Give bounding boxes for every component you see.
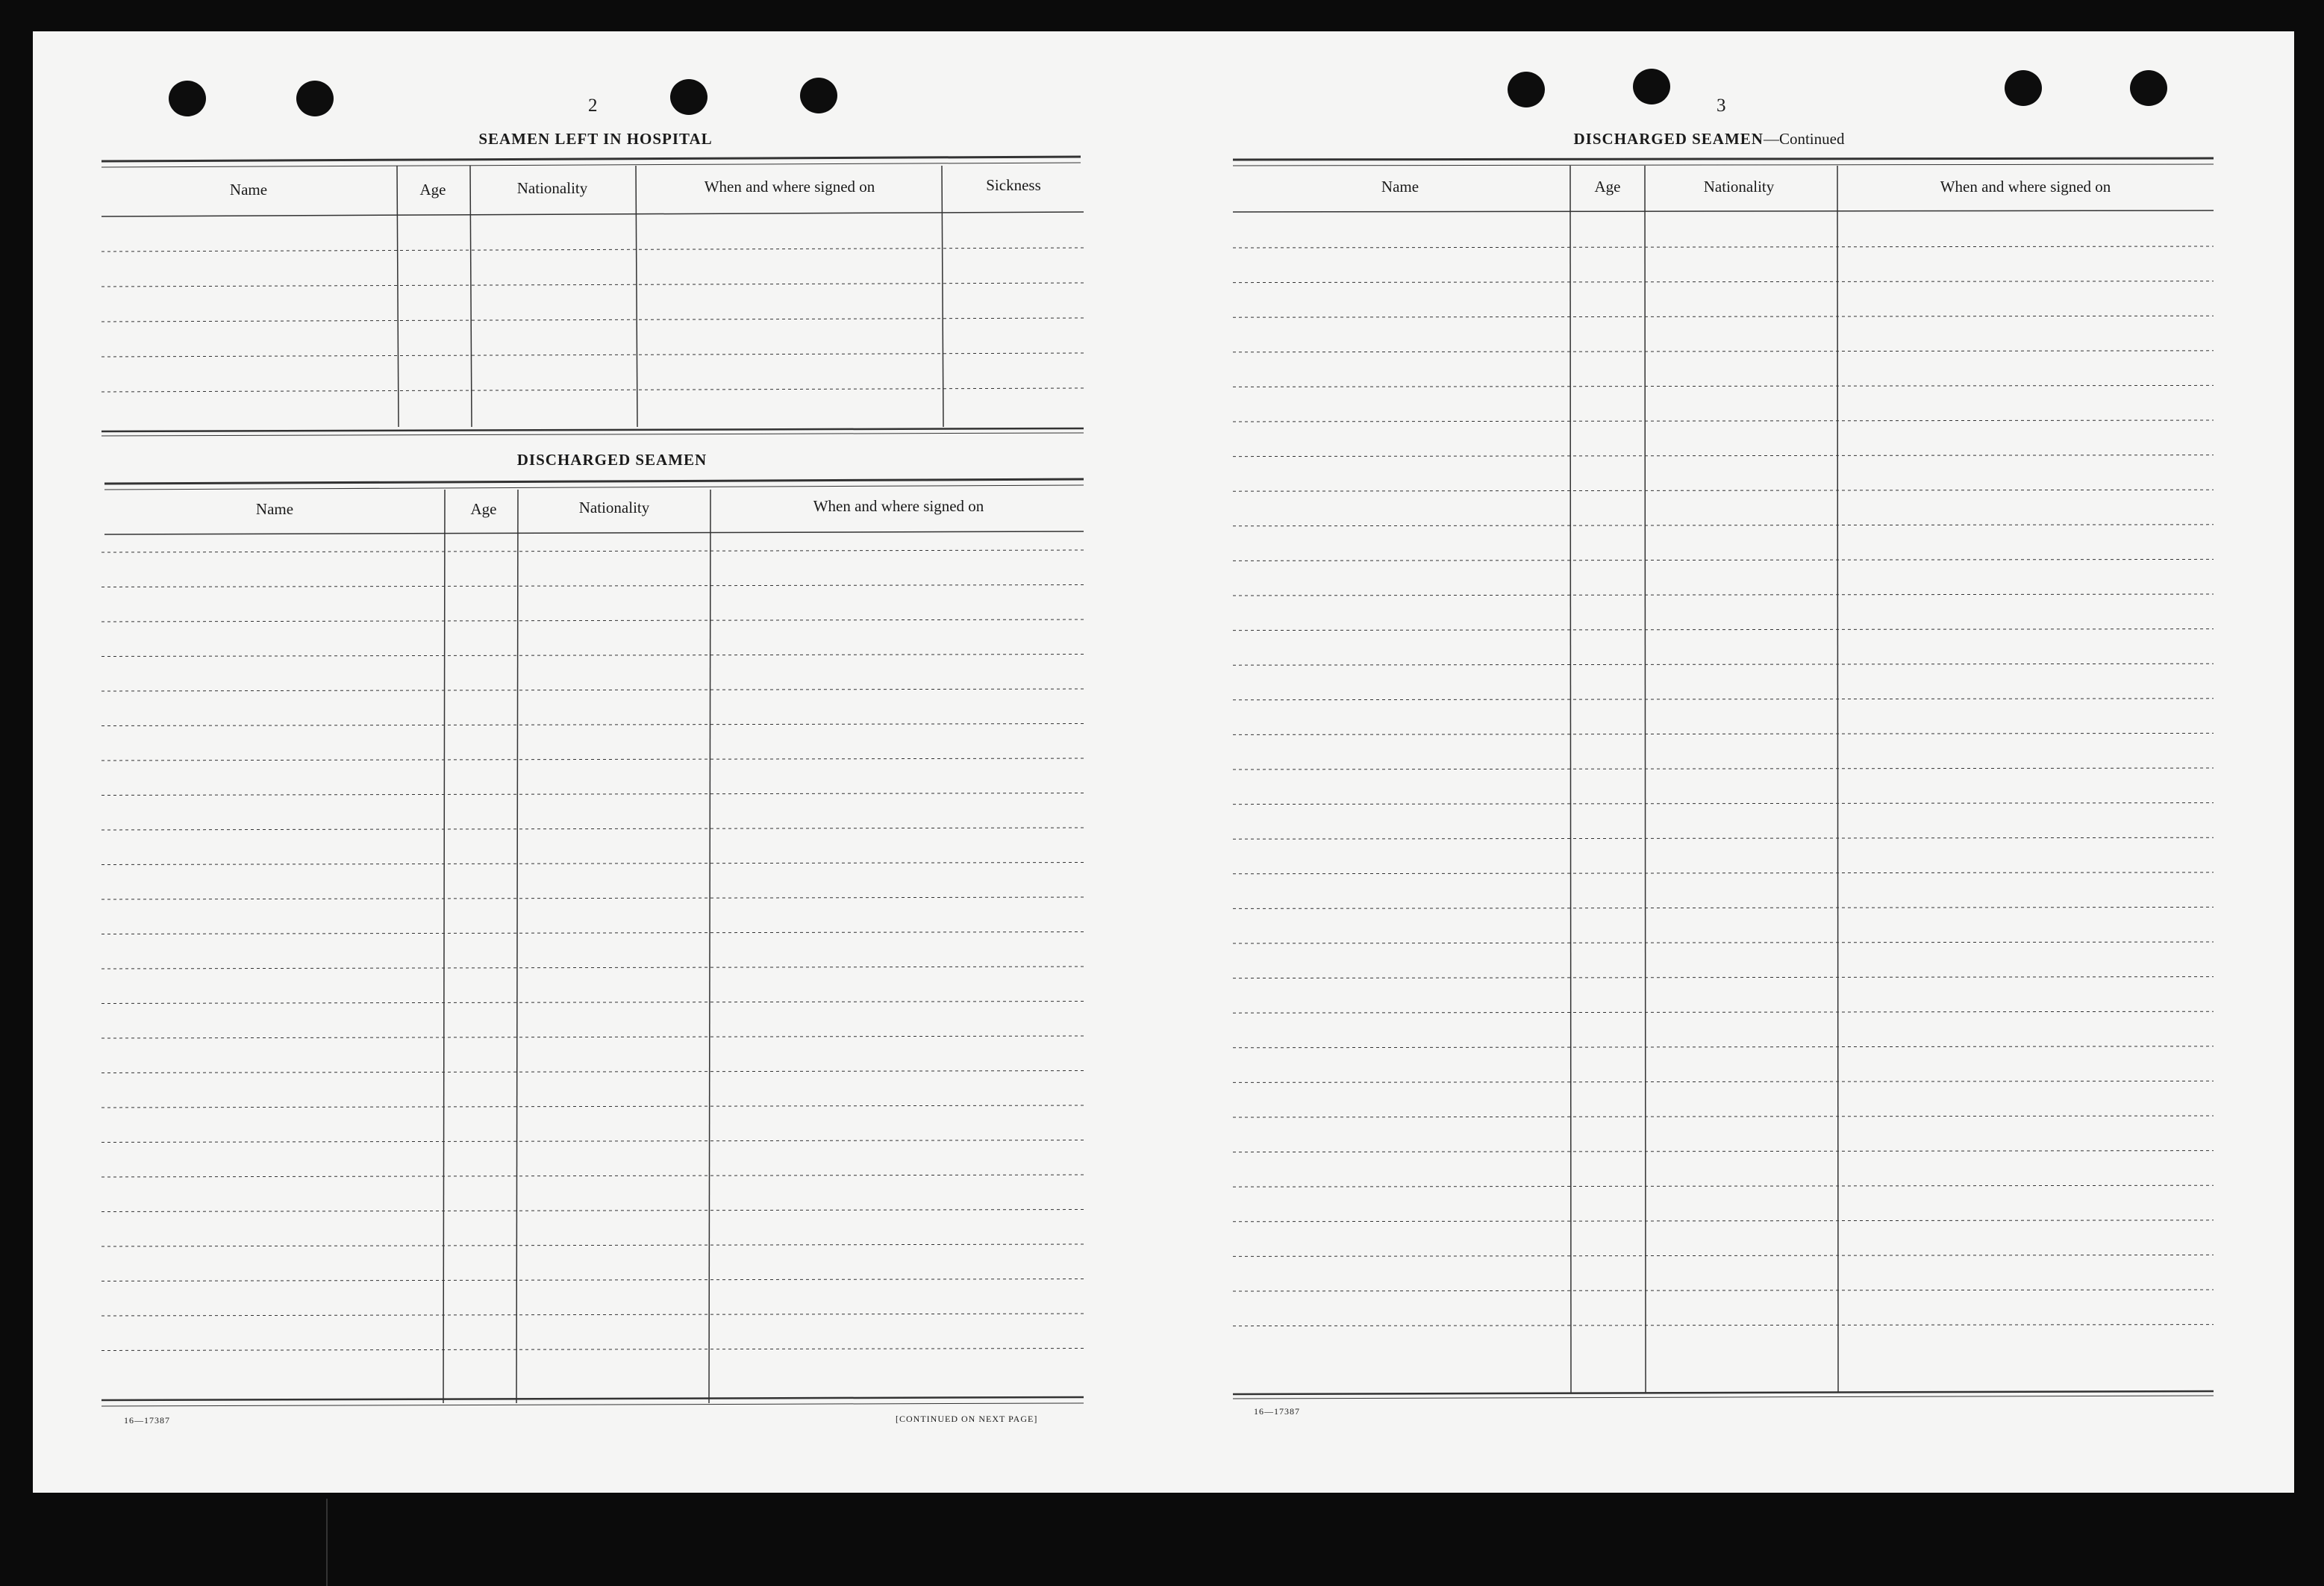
column-rule	[1645, 166, 1646, 1393]
column-rule	[942, 166, 943, 427]
row-rule	[1233, 559, 2214, 561]
row-rule	[1233, 803, 2214, 805]
continued-note: [CONTINUED ON NEXT PAGE]	[896, 1414, 1038, 1424]
column-rule	[516, 490, 518, 1403]
row-rule	[101, 283, 1084, 287]
table-top-rule	[104, 485, 1084, 490]
row-rule	[101, 1349, 1084, 1351]
form-number-left: 16—17387	[124, 1415, 170, 1426]
column-rule	[636, 166, 637, 427]
row-rule	[101, 388, 1084, 392]
row-rule	[1233, 1151, 2214, 1152]
discharged-col-signed-on: When and where signed on	[813, 497, 984, 515]
table-bottom-rule	[1233, 1396, 2214, 1399]
row-rule	[1233, 525, 2214, 526]
table-bottom-rule	[101, 1403, 1084, 1406]
row-rule	[101, 655, 1084, 657]
table-bottom-rule	[101, 1397, 1084, 1400]
row-rule	[1233, 351, 2214, 352]
discharged-col-nationality: Nationality	[578, 499, 650, 516]
row-rule	[1233, 246, 2214, 248]
row-rule	[1233, 664, 2214, 665]
row-rule	[1233, 1116, 2214, 1117]
column-rule	[1837, 166, 1838, 1393]
row-rule	[1233, 629, 2214, 631]
form-number-right: 16—17387	[1254, 1406, 1300, 1417]
row-rule	[101, 550, 1084, 552]
hospital-col-name: Name	[229, 181, 268, 199]
row-rule	[1233, 872, 2214, 874]
row-rule	[1233, 385, 2214, 387]
row-rule	[101, 318, 1084, 322]
table-top-rule	[1233, 158, 2214, 160]
row-rule	[101, 758, 1084, 761]
row-rule	[101, 619, 1084, 622]
table-top-rule	[101, 157, 1081, 161]
header-bottom-rule	[1233, 210, 2214, 212]
row-rule	[101, 1140, 1084, 1143]
row-rule	[101, 1210, 1084, 1212]
right-col-name: Name	[1381, 178, 1419, 196]
row-rule	[1233, 733, 2214, 734]
hospital-section-title: SEAMEN LEFT IN HOSPITAL	[478, 130, 713, 148]
table-bottom-rule	[101, 428, 1084, 431]
row-rule	[1233, 455, 2214, 457]
column-rule	[443, 490, 445, 1403]
row-rule	[101, 1105, 1084, 1108]
row-rule	[101, 1314, 1084, 1316]
row-rule	[1233, 1185, 2214, 1187]
row-rule	[101, 1002, 1084, 1004]
row-rule	[101, 793, 1084, 796]
hospital-col-sickness: Sickness	[986, 176, 1041, 194]
row-rule	[101, 932, 1084, 934]
row-rule	[1233, 316, 2214, 317]
discharged-col-name: Name	[255, 500, 294, 518]
table-bottom-rule	[1233, 1391, 2214, 1394]
row-rule	[101, 1279, 1084, 1281]
row-rule	[101, 828, 1084, 830]
continued-suffix: —Continued	[1763, 130, 1845, 148]
row-rule	[101, 585, 1084, 587]
row-rule	[101, 248, 1084, 252]
row-rule	[101, 1244, 1084, 1246]
row-rule	[101, 967, 1084, 969]
table-top-rule	[1233, 164, 2214, 166]
right-col-nationality: Nationality	[1703, 178, 1775, 196]
table-top-rule	[104, 479, 1084, 484]
row-rule	[1233, 699, 2214, 700]
row-rule	[1233, 594, 2214, 596]
right-col-age: Age	[1594, 178, 1621, 196]
row-rule	[101, 863, 1084, 865]
page-number-right: 3	[1717, 96, 1726, 116]
page-number-left: 2	[588, 96, 598, 116]
discharged-section-title: DISCHARGED SEAMEN	[516, 451, 707, 469]
row-rule	[1233, 1325, 2214, 1326]
column-rule	[709, 490, 710, 1403]
row-rule	[1233, 1290, 2214, 1291]
row-rule	[1233, 1220, 2214, 1222]
hospital-col-signed-on: When and where signed on	[704, 178, 875, 196]
header-bottom-rule	[104, 531, 1084, 534]
row-rule	[1233, 1046, 2214, 1048]
row-rule	[101, 1036, 1084, 1038]
discharged-col-age: Age	[470, 500, 497, 518]
table-bottom-rule	[101, 433, 1084, 436]
row-rule	[1233, 1081, 2214, 1082]
column-rule	[397, 166, 399, 427]
table-top-rule	[101, 163, 1081, 167]
row-rule	[1233, 281, 2214, 283]
row-rule	[1233, 768, 2214, 769]
row-rule	[101, 897, 1084, 899]
discharged-continued-title	[1522, 130, 1896, 149]
right-col-signed-on: When and where signed on	[1940, 178, 2111, 196]
column-rule	[470, 166, 472, 427]
row-rule	[101, 689, 1084, 691]
row-rule	[1233, 420, 2214, 422]
hospital-col-age: Age	[419, 181, 446, 199]
row-rule	[101, 1175, 1084, 1177]
row-rule	[1233, 977, 2214, 978]
row-rule	[101, 1071, 1084, 1073]
row-rule	[101, 353, 1084, 357]
row-rule	[1233, 837, 2214, 839]
row-rule	[1233, 1011, 2214, 1013]
row-rule	[1233, 1255, 2214, 1256]
row-rule	[1233, 907, 2214, 908]
header-bottom-rule	[101, 212, 1084, 216]
hospital-col-nationality: Nationality	[516, 179, 588, 197]
column-rule	[1570, 166, 1571, 1393]
row-rule	[1233, 490, 2214, 491]
row-rule	[1233, 942, 2214, 943]
row-rule	[101, 724, 1084, 726]
discharged-continued-title-text: DISCHARGED SEAMEN	[1573, 130, 1764, 148]
